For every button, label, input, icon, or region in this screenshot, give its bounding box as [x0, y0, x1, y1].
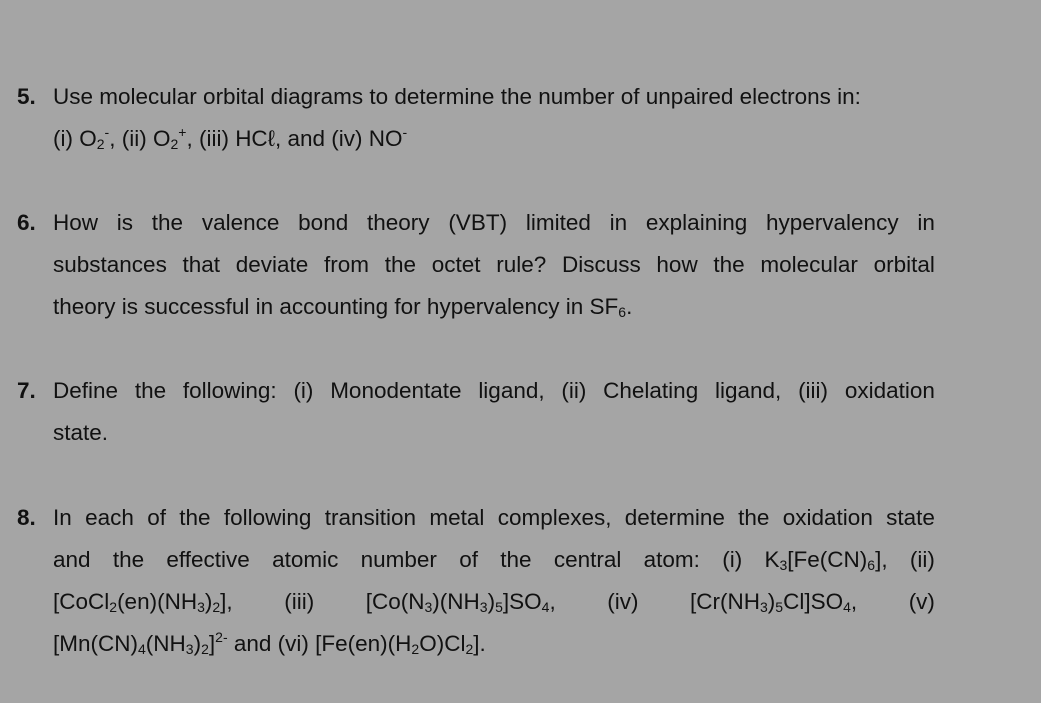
word: explaining [645, 210, 748, 235]
question-text [53, 586, 935, 618]
word: in [609, 210, 628, 235]
word: the [179, 505, 211, 530]
question-7-line-2 [17, 417, 935, 459]
word: substances [53, 252, 167, 277]
question-text [53, 544, 935, 576]
question-8-line-3 [17, 586, 935, 628]
question-number: 6. [17, 210, 36, 235]
question-5 [17, 81, 935, 165]
word: determine [624, 505, 725, 530]
item-label: (iv) [607, 589, 639, 614]
word: the [500, 547, 532, 572]
question-7 [17, 375, 935, 459]
question-6-line-2 [17, 249, 935, 291]
word: ligand, [714, 378, 782, 403]
word: number [360, 547, 437, 572]
question-6-line-3 [17, 291, 935, 333]
word: the [738, 505, 770, 530]
word: octet [431, 252, 481, 277]
word: atom: [643, 547, 700, 572]
word: Monodentate [330, 378, 462, 403]
question-text: $[Mn(CN)_4(NH_3)_2]^{2-}$ and (vi) $[Fe(en)(H_2O)Cl_2]$. [53, 629, 486, 657]
question-8-line-2 [17, 544, 935, 586]
word: following: [182, 378, 277, 403]
question-number: 5. [17, 84, 36, 109]
word: each [85, 505, 134, 530]
question-8-line-4 [17, 628, 935, 670]
question-8 [17, 502, 935, 670]
word: ligand, [478, 378, 545, 403]
word: effective [166, 547, 250, 572]
word: theory [367, 210, 430, 235]
word: the [112, 547, 145, 572]
question-8-line-1 [17, 502, 935, 544]
word: bond [298, 210, 349, 235]
word: of [147, 505, 166, 530]
item-label: (iii) [284, 589, 315, 614]
question-text [53, 207, 935, 239]
item-label: (ii) [909, 547, 935, 572]
word: Chelating [603, 378, 699, 403]
word: of [459, 547, 478, 572]
word: valence [201, 210, 280, 235]
word: is [116, 210, 134, 235]
word: oxidation [782, 505, 873, 530]
question-5-line-1 [17, 81, 935, 123]
word: how [656, 252, 698, 277]
question-text: theory is successful in accounting for hypervalency in $SF_6$. [53, 294, 633, 320]
question-number: 8. [17, 505, 36, 530]
question-5-line-2 [17, 123, 935, 165]
complex-formula: $[Cr(NH_3)_5Cl]SO_4$, [690, 589, 858, 615]
word: rule? [496, 252, 547, 277]
word: limited [525, 210, 591, 235]
word: orbital [873, 252, 935, 277]
complex-formula: $[CoCl_2(en)(NH_3)_2]$, [53, 589, 233, 615]
word: transition [324, 505, 417, 530]
complex-formula: $[Co(N_3)(NH_3)_5]SO_4$, [365, 589, 556, 615]
word: the [134, 378, 167, 403]
word: hypervalency [766, 210, 899, 235]
word: How [53, 210, 99, 235]
word: Define [53, 378, 119, 403]
word: the [384, 252, 417, 277]
question-number: 7. [17, 378, 36, 403]
question-text [53, 249, 935, 281]
word: and [53, 547, 91, 572]
question-text: state. [53, 420, 109, 445]
word: oxidation [844, 378, 935, 403]
word: that [182, 252, 221, 277]
word: (VBT) [448, 210, 508, 235]
word: (i) [293, 378, 314, 403]
word: metal [429, 505, 485, 530]
word: (iii) [798, 378, 829, 403]
question-text [53, 502, 935, 534]
word: the [713, 252, 745, 277]
word: in [917, 210, 935, 235]
question-7-line-1 [17, 375, 935, 417]
question-6 [17, 207, 935, 333]
question-text [53, 375, 935, 407]
word: following [223, 505, 312, 530]
item-label: (v) [908, 589, 935, 614]
word: complexes, [497, 505, 612, 530]
word: (i) [722, 547, 743, 572]
word: (ii) [561, 378, 587, 403]
word: molecular [760, 252, 858, 277]
word: Discuss [561, 252, 641, 277]
question-6-line-1 [17, 207, 935, 249]
word: state [886, 505, 935, 530]
word: deviate [235, 252, 309, 277]
word: In [53, 505, 72, 530]
question-text: (i) $O_2^-$, (ii) $O_2^+$, (iii) HCℓ, and (iv) NO- [53, 124, 408, 152]
complex-formula: $K_3[Fe(CN)_6]$, [764, 547, 888, 573]
word: from [324, 252, 370, 277]
word: the [151, 210, 184, 235]
question-text: Use molecular orbital diagrams to determine the number of unpaired electrons in: [53, 84, 861, 109]
word: central [553, 547, 622, 572]
word: atomic [272, 547, 339, 572]
